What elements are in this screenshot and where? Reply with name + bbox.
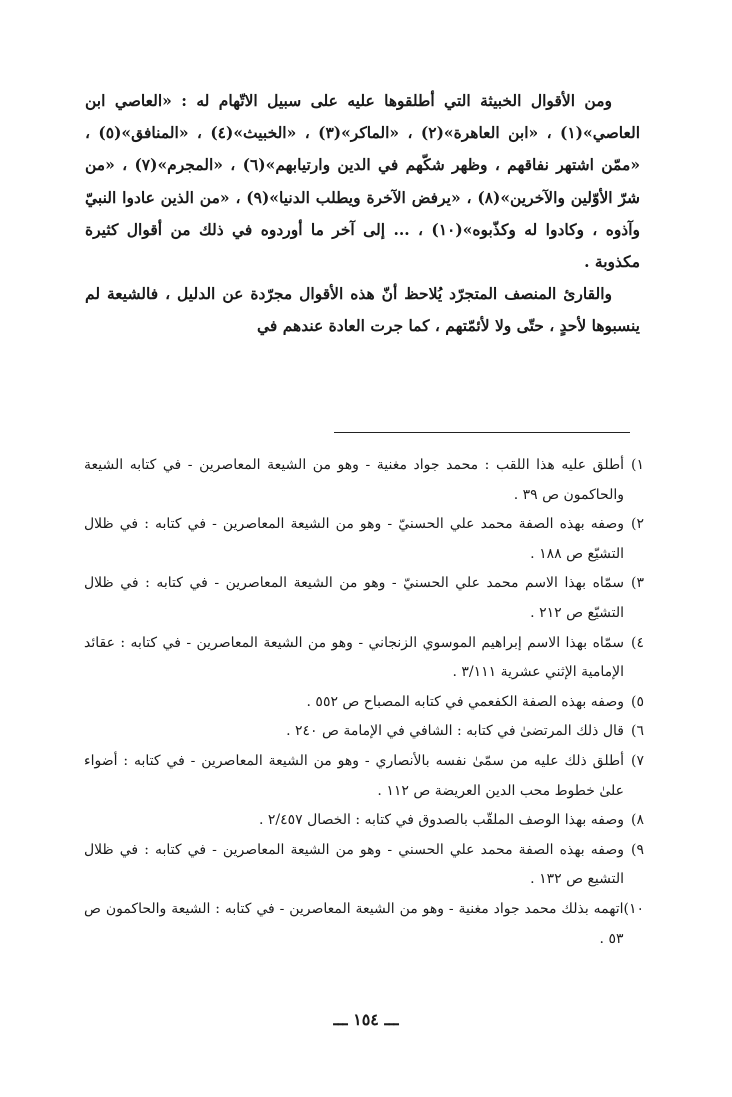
- page-number: ـــ ١٥٤ ـــ: [333, 1010, 399, 1029]
- footnote-text: وصفه بهذه الصفة الكفعمي في كتابه المصباح ص ٥٥٢ .: [306, 693, 624, 710]
- footnote-text: وصفه بهذه الصفة محمد علي الحسني - وهو من الشيعة المعاصرين - في كتابه : في ظلال التشيع ص ١٣٢ .: [84, 841, 624, 888]
- footnotes: [84, 451, 644, 954]
- footnote-number: ٤): [631, 634, 644, 651]
- footnote-10: [84, 895, 644, 954]
- footnote-number: ٨): [631, 812, 644, 829]
- footnote-number: ٣): [631, 575, 644, 592]
- footnote-number: ٦): [631, 723, 644, 740]
- footnote-text: سمّاه بهذا الاسم إبراهيم الموسوي الزنجاني - وهو من الشيعة المعاصرين - في كتابه : عقائد الإمامية الإثني عشرية ٣/١١١ .: [84, 634, 624, 681]
- footnote-text: وصفه بهذه الصفة محمد علي الحسنيّ - وهو من الشيعة المعاصرين - في كتابه : في ظلال التشيّع ص ١٨٨ .: [84, 516, 624, 562]
- paragraph-reader: والقارئ المنصف المتجرّد يُلاحظ أنّ هذه الأقوال مجرّدة عن الدليل ، فالشيعة لم ينسبوها لأحدٍ ، حتّى ولا لأئمّتهم ، كما جرت العادة عندهم في: [85, 284, 640, 336]
- footnote-9: [84, 836, 644, 895]
- footnote-number: ١٠): [623, 900, 644, 917]
- footnote-text: قال ذلك المرتضىٰ في كتابه : الشافي في الإمامة ص ٢٤٠ .: [286, 723, 624, 740]
- paragraph-quotes: ومن الأقوال الخبيثة التي أطلقوها عليه على سبيل الاتّهام له : «العاصي ابن العاصي»(١) ، «ابن العاهرة»(٢) ، «الماكر»(٣) ، «الخبيث»(٤) ، «المنافق»(٥) ، «ممّن اشتهر نفاقهم ، وظهر شكّهم في الدين وارتيابهم»(٦) ، «المجرم»(٧) ، «من شرّ الأوّلين والآخرين»(٨) ، «يرفض الآخرة ويطلب الدنيا»(٩) ، «من الذين عادوا النبيّ وآذوه ، وكادوا له وكذّبوه»(١٠) ، ... إلى آخر ما أوردوه في ذلك من أقوال كثيرة مكذوبة .: [85, 91, 641, 272]
- footnote-4: [84, 629, 644, 688]
- main-text: [85, 85, 640, 343]
- footnote-text: اتهمه بذلك محمد جواد مغنية - وهو من الشيعة المعاصرين - في كتابه : الشيعة والحاكمون ص ٥٣ .: [84, 900, 624, 947]
- footnote-number: ٥): [631, 693, 644, 710]
- footnote-number: ٧): [631, 752, 644, 769]
- footnote-number: ٩): [631, 841, 644, 858]
- footnote-8: [84, 806, 644, 836]
- footnote-text: أطلق عليه هذا اللقب : محمد جواد مغنية - وهو من الشيعة المعاصرين - في كتابه الشيعة والحاكمون ص ٣٩ .: [84, 457, 624, 503]
- footnote-text: وصفه بهذا الوصف الملقّب بالصدوق في كتابه : الخصال ٢/٤٥٧ .: [258, 812, 624, 829]
- footnote-6: [84, 717, 644, 747]
- footnote-text: سمّاه بهذا الاسم محمد علي الحسنيّ - وهو من الشيعة المعاصرين - في كتابه : في ظلال التشيّع ص ٢١٢ .: [84, 575, 624, 621]
- footnote-7: [84, 747, 644, 806]
- footnote-5: [84, 688, 644, 718]
- footnote-number: ١): [631, 457, 644, 473]
- footnote-text: أطلق ذلك عليه من سمّىٰ نفسه بالأنصاري - وهو من الشيعة المعاصرين - في كتابه : أضواء علىٰ خطوط محب الدين العريضة ص ١١٢ .: [84, 752, 624, 799]
- footnote-1: [84, 451, 644, 510]
- footnote-number: ٢): [631, 516, 644, 533]
- footnote-2: [84, 510, 644, 569]
- footnote-divider: [334, 432, 630, 433]
- footnote-3: [84, 569, 644, 628]
